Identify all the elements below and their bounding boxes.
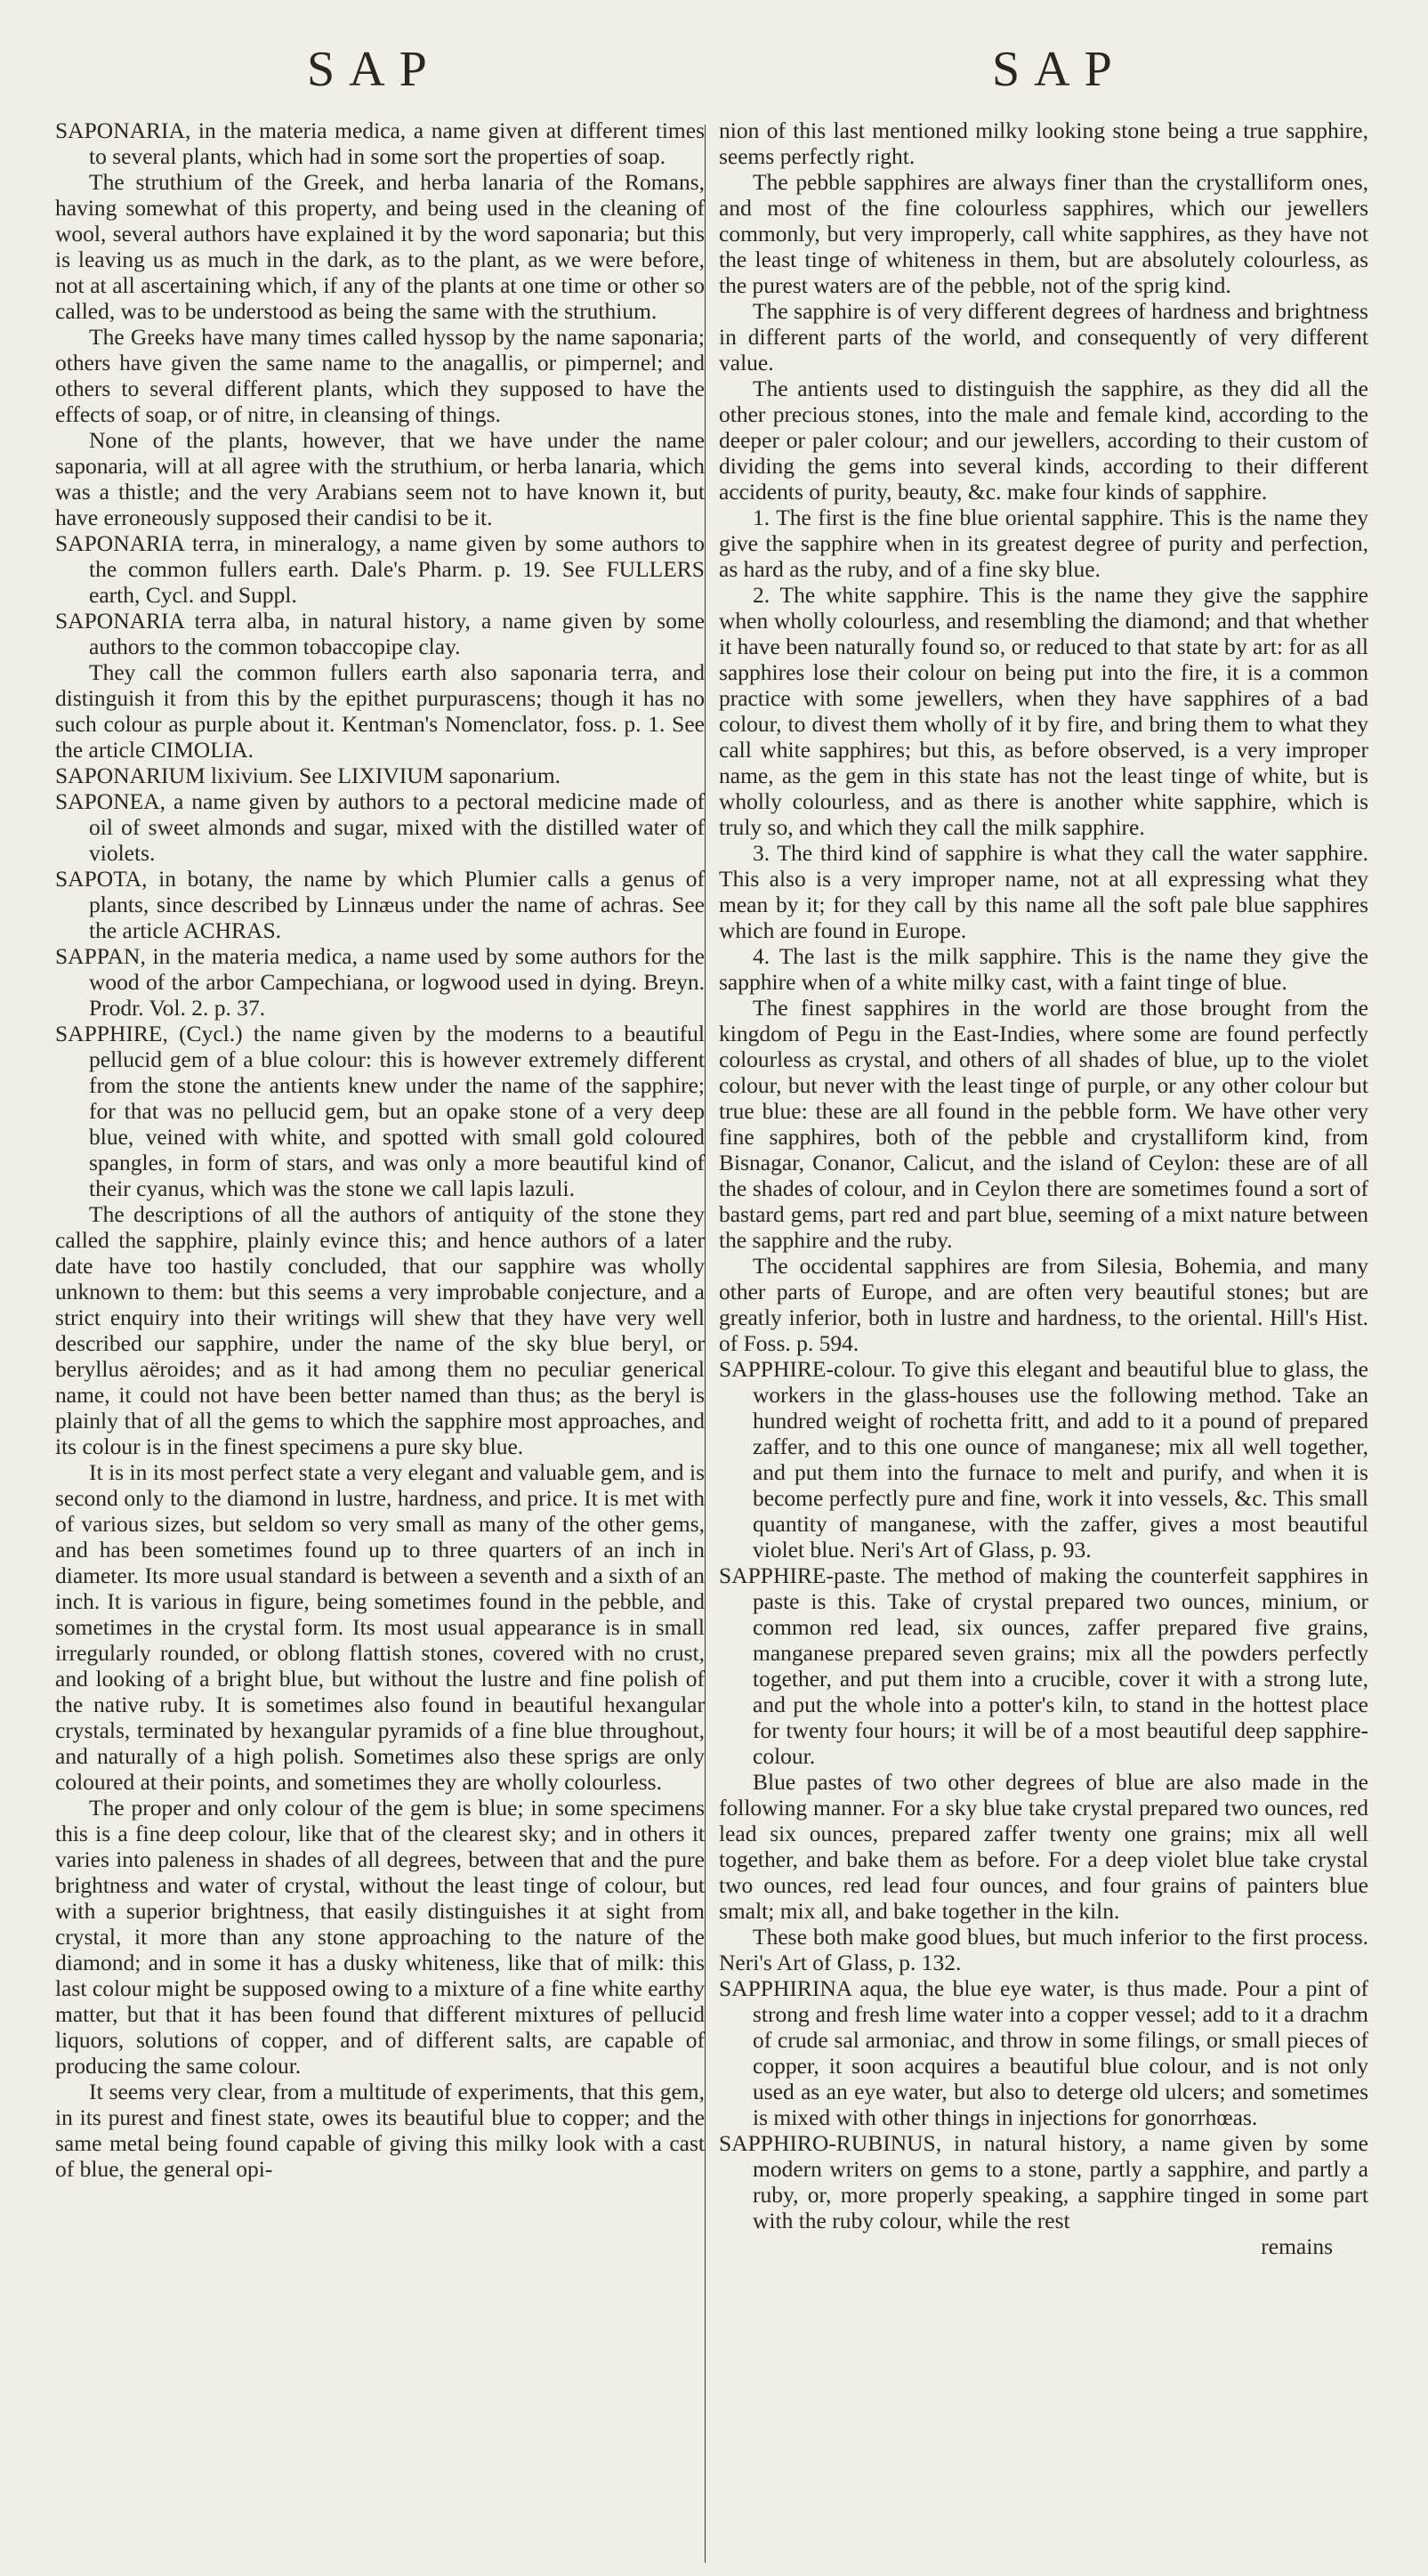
dictionary-entry: SAPPHIRE-paste. The method of making the counterfeit sapphires in paste is this. Take of crystal prepared two ounces, minium, or common red lead, six ounces, zaffer prepared five grains, manganese prepared seven grains; mix all the powders perfectly together, and put them into a crucible, cover it with a strong lute, and put the whole into a potter's kiln, to stand in the hottest place for twenty four hours; it will be of a most beautiful deep sapphire-colour. <box>719 1563 1368 1769</box>
paragraph: They call the common fullers earth also saponaria terra, and distinguish it from this by the epithet purpurascens; though it has no such colour as purple about it. Kentman's Nomenclator, foss. p. 1. See the article CIMOLIA. <box>55 659 705 763</box>
catchword: remains <box>1261 2233 1333 2259</box>
paragraph: It is in its most perfect state a very elegant and valuable gem, and is second only to the diamond in lustre, hardness, and price. It is met with of various sizes, but seldom so very small as many of the other gems, and has been sometimes found up to three quarters of an inch in diameter. Its more usual standard is between a seventh and a sixth of an inch. It is various in figure, being sometimes found in the pebble, and sometimes in the crystal form. Its most usual appearance is in small irregularly rounded, or oblong flattish stones, covered with no crust, and looking of a bright blue, but without the lustre and fine polish of the native ruby. It is sometimes also found in beautiful hexangular crystals, terminated by hexangular pyramids of a fine blue throughout, and naturally of a high polish. Sometimes also these sprigs are only coloured at their points, and sometimes they are wholly colourless. <box>55 1459 705 1795</box>
paragraph: 2. The white sapphire. This is the name they give the sapphire when wholly colourless, and resembling the diamond; and that whether it have been naturally found so, or reduced to that state by art: for as all sapphires lose their colour on being put into the fire, it is a common practice with some jewellers, when they have sapphires of a bad colour, to divest them wholly of it by fire, and bring them to what they call white sapphires; but this, as before observed, is a very improper name, as the gem in this state has not the least tinge of white, but is wholly colourless, and as there is another white sapphire, which is truly so, and which they call the milk sapphire. <box>719 582 1368 840</box>
paragraph: The Greeks have many times called hyssop by the name saponaria; others have given the same name to the anagallis, or pimpernel; and others to several different plants, which they supposed to have the effects of soap, or of nitre, in cleansing of things. <box>55 324 705 427</box>
paragraph: The finest sapphires in the world are those brought from the kingdom of Pegu in the East-Indies, where some are found perfectly colourless as crystal, and others of all shades of blue, up to the violet colour, but never with the least tinge of purple, or any other colour but true blue: these are all found in the pebble form. We have other very fine sapphires, both of the pebble and crystalliform kind, from Bisnagar, Conanor, Calicut, and the island of Ceylon: these are of all the shades of colour, and in Ceylon there are sometimes found a sort of bastard gems, part red and part blue, seeming of a mixt nature between the sapphire and the ruby. <box>719 995 1368 1253</box>
dictionary-entry: SAPOTA, in botany, the name by which Plumier calls a genus of plants, since described by Linnæus under the name of achras. See the article ACHRAS. <box>55 866 705 943</box>
paragraph: Blue pastes of two other degrees of blue are also made in the following manner. For a sky blue take crystal prepared two ounces, red lead six ounces, prepared zaffer twenty one grains; mix all well together, and bake them as before. For a deep violet blue take crystal two ounces, red lead four ounces, and four grains of painters blue smalt; mix all, and bake together in the kiln. <box>719 1769 1368 1924</box>
paragraph: The occidental sapphires are from Silesia, Bohemia, and many other parts of Europe, and are often very beautiful stones; but are greatly inferior, both in lustre and hardness, to the oriental. Hill's Hist. of Foss. p. 594. <box>719 1253 1368 1356</box>
paragraph: The proper and only colour of the gem is blue; in some specimens this is a fine deep colour, like that of the clearest sky; and in others it varies into paleness in shades of all degrees, between that and the pure brightness and water of crystal, without the least tinge of colour, but with a superior brightness, that easily distinguishes it at sight from crystal, it more than any stone approaching to the nature of the diamond; and in some it has a dusky whiteness, like that of milk: this last colour might be supposed owing to a mixture of a fine white earthy matter, but that it has been found that different mixtures of pellucid liquors, solutions of copper, and of different salts, are capable of producing the same colour. <box>55 1795 705 2079</box>
paragraph: nion of this last mentioned milky looking stone being a true sapphire, seems perfectly right. <box>719 117 1368 169</box>
paragraph: The sapphire is of very different degrees of hardness and brightness in different parts of the world, and consequently of very different value. <box>719 298 1368 375</box>
paragraph: The descriptions of all the authors of antiquity of the stone they called the sapphire, plainly evince this; and hence authors of a later date have too hastily concluded, that our sapphire was wholly unknown to them: but this seems a very improbable conjecture, and a strict enquiry into their writings will shew that they have very well described our sapphire, under the name of the sky blue beryl, or beryllus aëroides; and as it had among them no peculiar generical name, it could not have been better named than thus; as the beryl is plainly that of all the gems to which the sapphire most approaches, and its colour is in the finest specimens a pure sky blue. <box>55 1201 705 1459</box>
paragraph: It seems very clear, from a multitude of experiments, that this gem, in its purest and finest state, owes its beautiful blue to copper; and the same metal being found capable of giving this milky look with a cast of blue, the general opi- <box>55 2079 705 2182</box>
paragraph: The pebble sapphires are always finer than the crystalliform ones, and most of the fine colourless sapphires, which our jewellers commonly, but very improperly, call white sapphires, as they have not the least tinge of whiteness in them, but are absolutely colourless, as the purest waters are of the pebble, not of the sprig kind. <box>719 169 1368 298</box>
paragraph: 1. The first is the fine blue oriental sapphire. This is the name they give the sapphire when in its greatest degree of purity and perfection, as hard as the ruby, and of a fine sky blue. <box>719 505 1368 582</box>
paragraph: 3. The third kind of sapphire is what they call the water sapphire. This also is a very improper name, not at all expressing what they mean by it; for they call by this name all the soft pale blue sapphires which are found in Europe. <box>719 840 1368 943</box>
left-column <box>55 117 705 2182</box>
paragraph: The struthium of the Greek, and herba lanaria of the Romans, having somewhat of this property, and being used in the cleaning of wool, several authors have explained it by the word saponaria; but this is leaving us as much in the dark, as to the plant, as we were before, not at all ascertaining which, if any of the plants at one time or other so called, was to be understood as being the same with the struthium. <box>55 169 705 324</box>
paragraph: 4. The last is the milk sapphire. This is the name they give the sapphire when of a white milky cast, with a faint tinge of blue. <box>719 943 1368 995</box>
dictionary-entry: SAPONEA, a name given by authors to a pectoral medicine made of oil of sweet almonds and sugar, mixed with the distilled water of violets. <box>55 788 705 866</box>
paragraph: The antients used to distinguish the sapphire, as they did all the other precious stones, into the male and female kind, according to the deeper or paler colour; and our jewellers, according to their custom of dividing the gems into several kinds, according to their different accidents of purity, beauty, &c. make four kinds of sapphire. <box>719 375 1368 505</box>
dictionary-entry: SAPPAN, in the materia medica, a name used by some authors for the wood of the arbor Campechiana, or logwood used in dying. Breyn. Prodr. Vol. 2. p. 37. <box>55 943 705 1021</box>
dictionary-entry: SAPPHIRE-colour. To give this elegant and beautiful blue to glass, the workers in the glass-houses use the following method. Take an hundred weight of rochetta fritt, and add to it a pound of prepared zaffer, and to this one ounce of manganese; mix all well together, and put them into the furnace to melt and purify, and when it is become perfectly pure and fine, work it into vessels, &c. This small quantity of manganese, with the zaffer, gives a most beautiful violet blue. Neri's Art of Glass, p. 93. <box>719 1356 1368 1563</box>
dictionary-entry: SAPONARIA, in the materia medica, a name given at different times to several plants, which had in some sort the properties of soap. <box>55 117 705 169</box>
column-rule <box>705 125 706 2563</box>
dictionary-entry: SAPONARIA terra alba, in natural history, a name given by some authors to the common tobaccopipe clay. <box>55 608 705 659</box>
dictionary-entry: SAPONARIA terra, in mineralogy, a name given by some authors to the common fullers earth. Dale's Pharm. p. 19. See FULLERS earth, Cycl. and Suppl. <box>55 530 705 608</box>
running-head-left: SAP <box>307 42 441 97</box>
dictionary-entry: SAPPHIRO-RUBINUS, in natural history, a name given by some modern writers on gems to a stone, partly a sapphire, and partly a ruby, or, more properly speaking, a sapphire tinged in some part with the ruby colour, while the rest <box>719 2130 1368 2233</box>
dictionary-entry: SAPONARIUM lixivium. See LIXIVIUM saponarium. <box>55 763 561 788</box>
right-column <box>719 117 1368 2259</box>
paragraph: None of the plants, however, that we have under the name saponaria, will at all agree with the struthium, or herba lanaria, which was a thistle; and the very Arabians seem not to have known it, but have erroneously supposed their candisi to be it. <box>55 427 705 530</box>
dictionary-entry: SAPPHIRE, (Cycl.) the name given by the moderns to a beautiful pellucid gem of a blue colour: this is however extremely different from the stone the antients knew under the name of the sapphire; for that was no pellucid gem, but an opake stone of a very deep blue, veined with white, and spotted with small gold coloured spangles, in form of stars, and was only a more beautiful kind of their cyanus, which was the stone we call lapis lazuli. <box>55 1021 705 1201</box>
paragraph: These both make good blues, but much inferior to the first process. Neri's Art of Glass, p. 132. <box>719 1924 1368 1975</box>
dictionary-entry: SAPPHIRINA aqua, the blue eye water, is thus made. Pour a pint of strong and fresh lime water into a copper vessel; add to it a drachm of crude sal armoniac, and throw in some filings, or small pieces of copper, it soon acquires a beautiful blue colour, and is not only used as an eye water, but also to deterge old ulcers; and sometimes is mixed with other things in injections for gonorrhœas. <box>719 1975 1368 2130</box>
running-head-right: SAP <box>992 42 1126 97</box>
